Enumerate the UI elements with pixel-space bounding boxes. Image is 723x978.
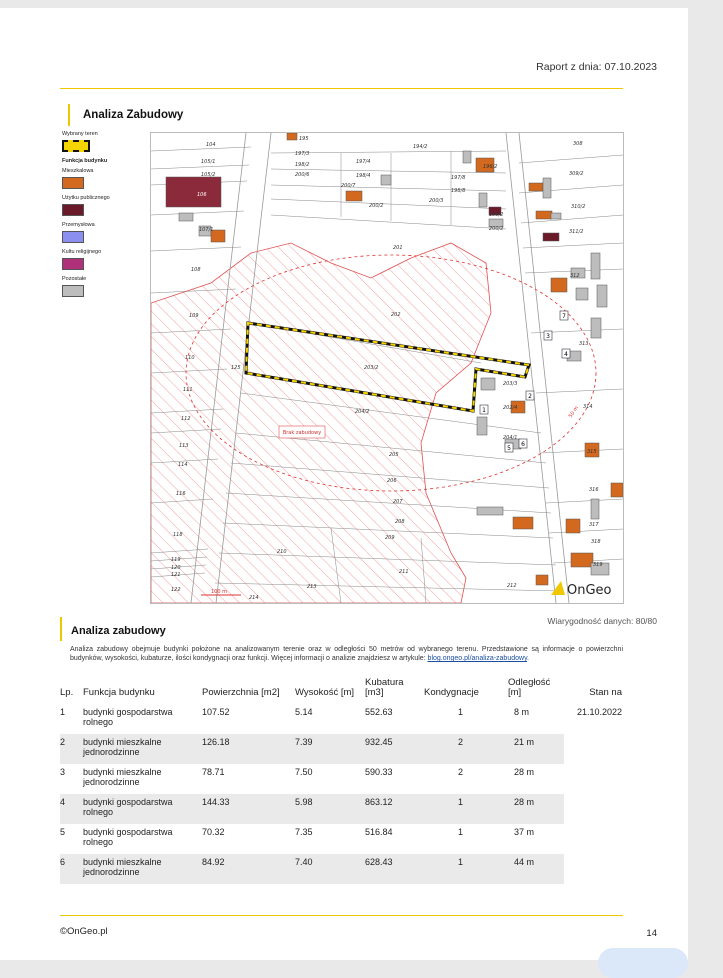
cell-lp: 3 (60, 767, 66, 777)
parcel-label: 112 (181, 416, 191, 422)
parcel-label: 122 (171, 587, 181, 593)
parcel-label: 108 (191, 267, 201, 273)
scale-label: 100 m (211, 589, 228, 595)
building-other (479, 193, 487, 207)
parcel-label: 309/2 (569, 171, 584, 177)
building-other (179, 213, 193, 221)
building-other (463, 151, 471, 163)
cell-function: budynki mieszkalne jednorodzinne (83, 734, 202, 764)
data-reliability: Wiarygodność danych: 80/80 (547, 616, 657, 626)
cell-floors: 2 (424, 734, 508, 764)
no-build-zone (151, 243, 491, 603)
cell-height: 5.14 (295, 707, 313, 717)
legend-selected-swatch (62, 140, 90, 152)
parcel-label: 194/2 (413, 144, 428, 150)
zoning-map[interactable] (150, 132, 624, 604)
building-residential (611, 483, 623, 497)
map-legend (62, 127, 148, 303)
parcel-label: 209 (385, 535, 395, 541)
parcel-label: 197/4 (356, 159, 371, 165)
parcel-label: 198/4 (356, 173, 371, 179)
parcel-label: 125 (231, 365, 241, 371)
cell-function: budynki mieszkalne jednorodzinne (83, 767, 162, 787)
parcel-label: 106 (197, 192, 207, 198)
th-function: Funkcja budynku (83, 687, 155, 698)
parcel-label: 213 (307, 584, 317, 590)
map-brand: OnGeo (567, 583, 612, 598)
marker-label: 6 (521, 441, 525, 448)
table-row (60, 854, 626, 884)
cell-area: 84.92 (202, 854, 295, 884)
parcel-label: 308 (573, 141, 583, 147)
table-row (60, 734, 626, 764)
building-other (477, 417, 487, 435)
parcel-label: 105/1 (201, 159, 216, 165)
building-public (543, 233, 559, 241)
parcel-label: 203/3 (503, 381, 518, 387)
cell-volume: 590.33 (365, 767, 393, 777)
marker-label: 1 (482, 407, 486, 414)
footer-divider (60, 915, 623, 916)
cell-height: 7.35 (295, 827, 313, 837)
cell-state (564, 824, 626, 854)
table-row (60, 824, 626, 854)
table-row (60, 794, 626, 824)
cell-distance: 28 m (508, 794, 564, 824)
cell-area: 126.18 (202, 734, 295, 764)
legend-item-label: Przemysłowa (62, 222, 95, 228)
marker-label: 5 (507, 445, 511, 452)
cell-distance: 37 m (514, 827, 535, 837)
parcel-label: 116 (176, 491, 186, 497)
legend-selected-label: Wybrany teren (62, 131, 98, 137)
parcel-label: 195 (299, 136, 309, 142)
parcel-label: 110 (185, 355, 195, 361)
cell-volume: 516.84 (365, 827, 393, 837)
parcel-label: 210 (277, 549, 287, 555)
parcel-label: 118 (173, 532, 183, 538)
cell-function: budynki gospodarstwa rolnego (83, 707, 173, 727)
parcel-label: 111 (183, 387, 193, 393)
building-residential (346, 191, 362, 201)
marker-label: 7 (562, 313, 566, 320)
cell-distance: 44 m (508, 854, 564, 884)
building-other (591, 253, 600, 279)
parcel-label: 200/2 (369, 203, 384, 209)
building-other (381, 175, 391, 185)
parcel-label: 114 (178, 462, 188, 468)
cell-height: 5.98 (295, 794, 365, 824)
parcel-label: 206 (387, 478, 397, 484)
legend-function-heading: Funkcja budynku (62, 158, 108, 164)
legend-swatch-industrial (62, 231, 84, 243)
parcel-label: 197/8 (451, 175, 466, 181)
analysis-link[interactable]: blog.ongeo.pl/analiza-zabudowy (427, 655, 528, 662)
parcel-label: 104 (206, 142, 216, 148)
building-public (166, 177, 221, 207)
cell-height: 7.50 (295, 767, 313, 777)
cell-distance: 28 m (514, 767, 535, 777)
table-header-row (60, 676, 626, 704)
cell-function: budynki gospodarstwa rolnego (83, 827, 173, 847)
cell-function: budynki gospodarstwa rolnego (83, 794, 202, 824)
floating-action-button[interactable] (598, 948, 688, 978)
parcel-label: 121 (171, 572, 181, 578)
building-other (481, 378, 495, 390)
header-divider (60, 88, 623, 89)
parcel-label: 212 (507, 583, 517, 589)
parcel-label: 314 (583, 404, 593, 410)
cell-lp: 1 (60, 707, 66, 717)
th-lp: Lp. (60, 687, 74, 698)
legend-swatch-other (62, 285, 84, 297)
cell-distance: 8 m (514, 707, 530, 717)
parcel-label: 119 (171, 557, 181, 563)
cell-volume: 863.12 (365, 794, 424, 824)
parcel-label: 198/8 (451, 188, 466, 194)
building-residential (571, 553, 593, 567)
parcel-label: 316 (589, 487, 599, 493)
parcel-label: 200/2 (489, 226, 504, 232)
building-residential (513, 517, 533, 529)
building-residential (529, 183, 543, 191)
parcel-label: 200/7 (341, 183, 356, 189)
building-other (543, 178, 551, 198)
map-canvas (151, 133, 623, 603)
cell-function: budynki mieszkalne jednorodzinne (83, 854, 202, 884)
parcel-label: 201 (393, 245, 403, 251)
legend-swatch-religious (62, 258, 84, 270)
parcel-label: 200/3 (429, 198, 444, 204)
parcel-label: 317 (589, 522, 599, 528)
road-edge (506, 133, 556, 603)
ongeo-logo-icon (551, 581, 565, 595)
cell-lp: 4 (60, 794, 83, 824)
parcel-label: 203/2 (364, 365, 379, 371)
parcel-label: 198/2 (295, 162, 310, 168)
parcel-label: 113 (179, 443, 189, 449)
th-state: Stan na (589, 687, 622, 698)
cell-area: 107.52 (202, 707, 230, 717)
legend-swatch-public (62, 204, 84, 216)
parcel-label: 197/3 (295, 151, 310, 157)
parcel-label: 214 (249, 595, 259, 601)
analysis-description-text: Analiza zabudowy obejmuje budynki położone na analizowanym terenie oraz w odległości 50 metrów od wybranego terenu. Przedstawione są informacje o powierzchni budynków, wysokości, kubaturze, ilości kondygnacji oraz funkcji. Więcej informacji o analizie znajdziesz w artykule: (70, 646, 623, 662)
th-height: Wysokość [m] (295, 687, 355, 698)
parcel-label: 207 (393, 499, 403, 505)
building-other (591, 499, 599, 519)
parcel-label: 205 (389, 452, 399, 458)
report-date: Raport z dnia: 07.10.2023 (536, 61, 657, 73)
building-residential (536, 211, 552, 219)
cell-area: 144.33 (202, 794, 295, 824)
legend-item-label: Kultu religijnego (62, 249, 102, 255)
table-row (60, 704, 626, 734)
parcel-label: 311/2 (569, 229, 584, 235)
building-residential (536, 575, 548, 585)
building-residential (287, 133, 297, 140)
footer-brand: ©OnGeo.pl (60, 926, 108, 937)
parcel-label: 202 (391, 312, 401, 318)
parcel-label: 120 (171, 565, 181, 571)
parcel-label: 105/2 (201, 172, 216, 178)
cell-distance: 21 m (508, 734, 564, 764)
cell-volume: 628.43 (365, 854, 424, 884)
section-accent (60, 617, 62, 641)
cell-floors: 1 (424, 854, 508, 884)
cell-floors: 1 (458, 707, 464, 717)
cell-floors: 1 (424, 794, 508, 824)
cell-height: 7.39 (295, 734, 365, 764)
cell-lp: 2 (60, 734, 83, 764)
parcel-label: 312 (570, 273, 580, 279)
cell-floors: 1 (458, 827, 464, 837)
marker-label: 2 (528, 393, 532, 400)
building-residential (566, 519, 580, 533)
legend-item-label: Użytku publicznego (62, 195, 110, 201)
parcel-label: 208 (395, 519, 405, 525)
page-number: 14 (646, 928, 657, 939)
marker-label: 4 (564, 351, 568, 358)
building-other (551, 213, 561, 219)
cell-state (564, 764, 626, 794)
legend-swatch-residential (62, 177, 84, 189)
legend-item-label: Mieszkalowa (62, 168, 94, 174)
map-section-title: Analiza Zabudowy (83, 109, 184, 121)
parcel-label: 313 (579, 341, 589, 347)
cell-state (564, 854, 626, 884)
cell-floors: 2 (458, 767, 464, 777)
cell-area: 70.32 (202, 827, 225, 837)
building-residential (551, 278, 567, 292)
cell-area: 78.71 (202, 767, 225, 777)
section-accent (68, 104, 70, 126)
building-other (477, 507, 503, 515)
cell-state (564, 794, 626, 824)
analysis-title: Analiza zabudowy (71, 625, 166, 637)
th-floors: Kondygnacje (424, 687, 479, 698)
building-other (597, 285, 607, 307)
cell-height: 7.40 (295, 854, 365, 884)
analysis-description (70, 645, 623, 663)
building-other (576, 288, 588, 300)
parcel-label: 107/1 (199, 227, 214, 233)
parcel-label: 200/6 (295, 172, 310, 178)
cell-lp: 6 (60, 854, 83, 884)
buildings-table (60, 676, 626, 884)
cell-volume: 552.63 (365, 707, 393, 717)
cell-state: 21.10.2022 (576, 707, 622, 717)
analysis-link-suffix: . (527, 655, 529, 662)
parcel-label: 310/2 (571, 204, 586, 210)
parcel-label: 202/4 (503, 405, 518, 411)
parcel-label: 196/2 (483, 164, 498, 170)
cell-state (564, 734, 626, 764)
th-distance: Odległość [m] (508, 677, 551, 698)
parcel-label: 109 (189, 313, 199, 319)
parcel-label: 204/1 (503, 435, 518, 441)
th-area: Powierzchnia [m2] (202, 687, 280, 698)
cell-volume: 932.45 (365, 734, 424, 764)
parcel-label: 204/2 (355, 409, 370, 415)
no-build-label: Brak zabudowy (282, 430, 322, 436)
parcel-label: 319 (593, 562, 603, 568)
parcel-label: 315 (587, 449, 597, 455)
marker-label: 3 (546, 333, 550, 340)
table-row (60, 764, 626, 794)
building-other (591, 318, 601, 338)
parcel-label: 211 (399, 569, 409, 575)
th-volume: Kubatura [m3] (365, 677, 404, 698)
cell-lp: 5 (60, 827, 66, 837)
parcel-label: 318 (591, 539, 601, 545)
radius-label: 50 m (567, 405, 580, 420)
parcel-label: 199/2 (489, 212, 504, 218)
legend-item-label: Pozostałe (62, 276, 87, 282)
